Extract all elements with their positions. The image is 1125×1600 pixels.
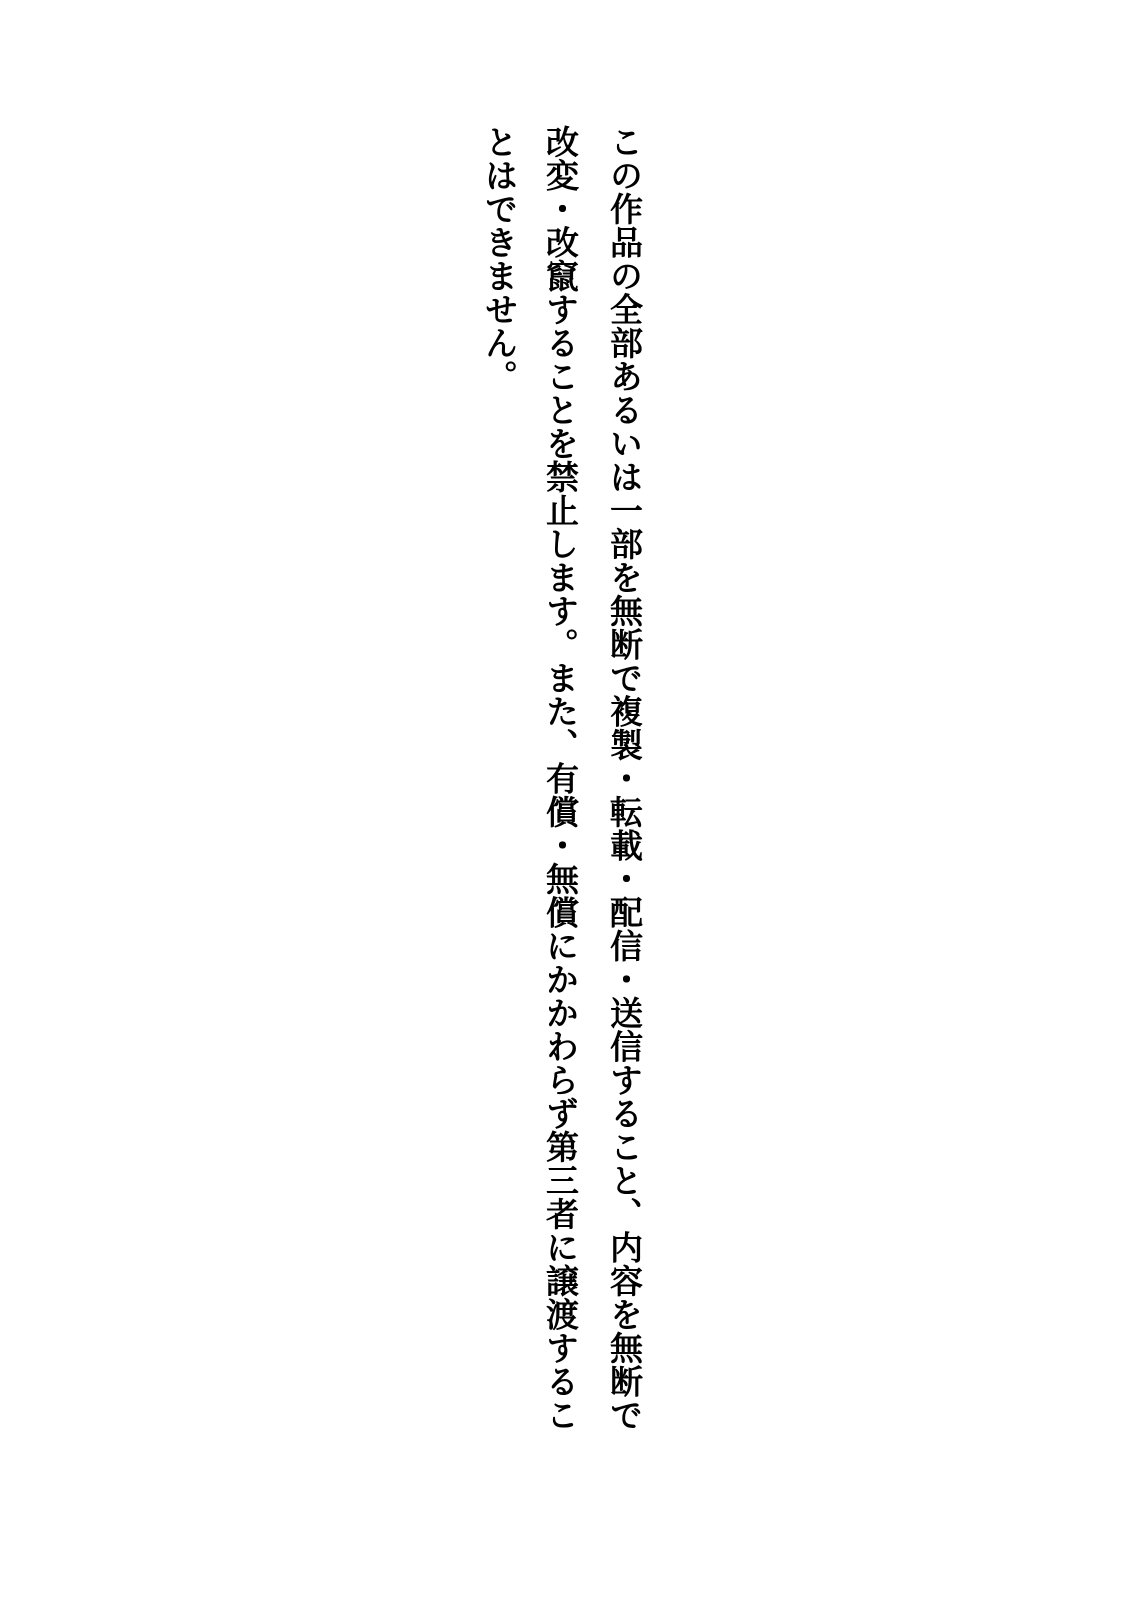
notice-column-2: 改変・改竄することを禁止します。また、有償・無償にかかわらず第三者に譲渡するこ (541, 125, 577, 1432)
notice-column-1: この作品の全部あるいは一部を無断で複製・転載・配信・送信すること、内容を無断で (605, 125, 641, 1432)
notice-column-3: とはできません。 (480, 125, 516, 393)
